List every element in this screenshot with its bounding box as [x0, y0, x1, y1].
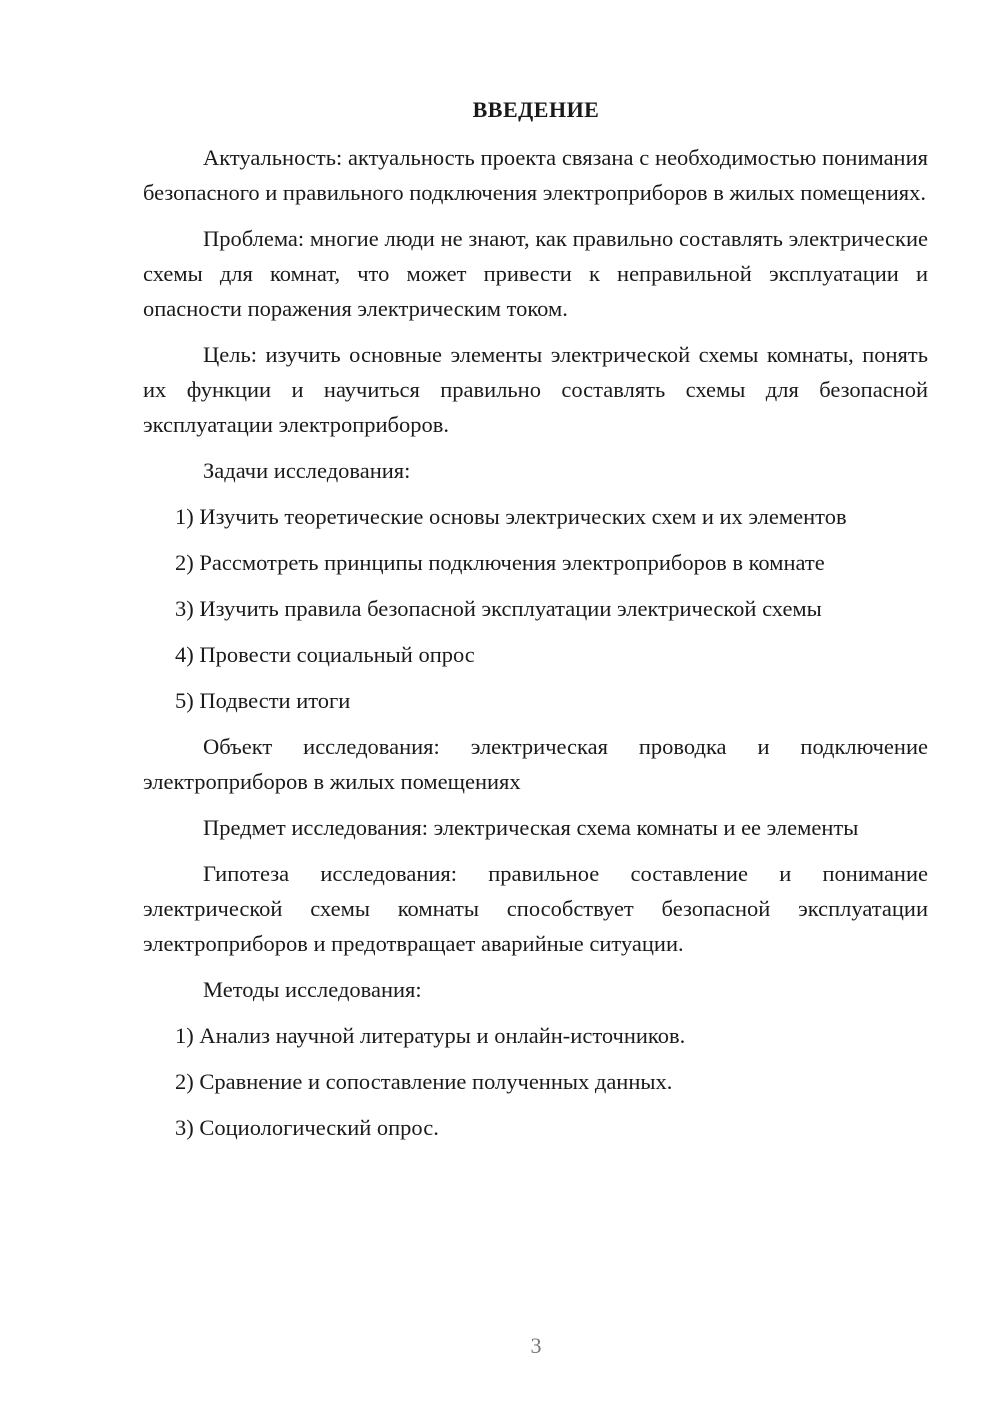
page-number: 3 — [530, 1333, 542, 1358]
problem-paragraph: Проблема: многие люди не знают, как правильно составлять электрические схемы для комнат, что может привести к неправильной эксплуатации и опасности поражения электрическим током. — [143, 226, 928, 321]
object-paragraph: Объект исследования: электрическая проводка и подключение электроприборов в жилых помещениях — [143, 734, 928, 794]
list-item: 1) Изучить теоретические основы электрических схем и их элементов — [175, 504, 847, 529]
methods-list — [143, 1018, 928, 1145]
list-item: 3) Изучить правила безопасной эксплуатации электрической схемы — [175, 596, 822, 621]
relevance-paragraph: Актуальность: актуальность проекта связана с необходимостью понимания безопасного и правильного подключения электроприборов в жилых помещениях. — [143, 145, 928, 205]
subject-paragraph: Предмет исследования: электрическая схема комнаты и ее элементы — [203, 815, 859, 840]
hypothesis-paragraph: Гипотеза исследования: правильное составление и понимание электрической схемы комнаты способствует безопасной эксплуатации электроприборов и предотвращает аварийные ситуации. — [143, 861, 928, 956]
methods-heading: Методы исследования: — [203, 977, 422, 1002]
tasks-heading: Задачи исследования: — [203, 458, 411, 483]
list-item: 4) Провести социальный опрос — [175, 642, 475, 667]
tasks-list — [143, 499, 928, 718]
list-item: 5) Подвести итоги — [175, 688, 351, 713]
document-body — [143, 140, 928, 1156]
list-item: 3) Социологический опрос. — [175, 1115, 439, 1140]
list-item: 2) Сравнение и сопоставление полученных данных. — [175, 1069, 673, 1094]
list-item: 1) Анализ научной литературы и онлайн-источников. — [175, 1023, 686, 1048]
page-title: ВВЕДЕНИЕ — [472, 97, 600, 122]
goal-paragraph: Цель: изучить основные элементы электрической схемы комнаты, понять их функции и научиться правильно составлять схемы для безопасной эксплуатации электроприборов. — [143, 342, 928, 437]
list-item: 2) Рассмотреть принципы подключения электроприборов в комнате — [175, 550, 825, 575]
